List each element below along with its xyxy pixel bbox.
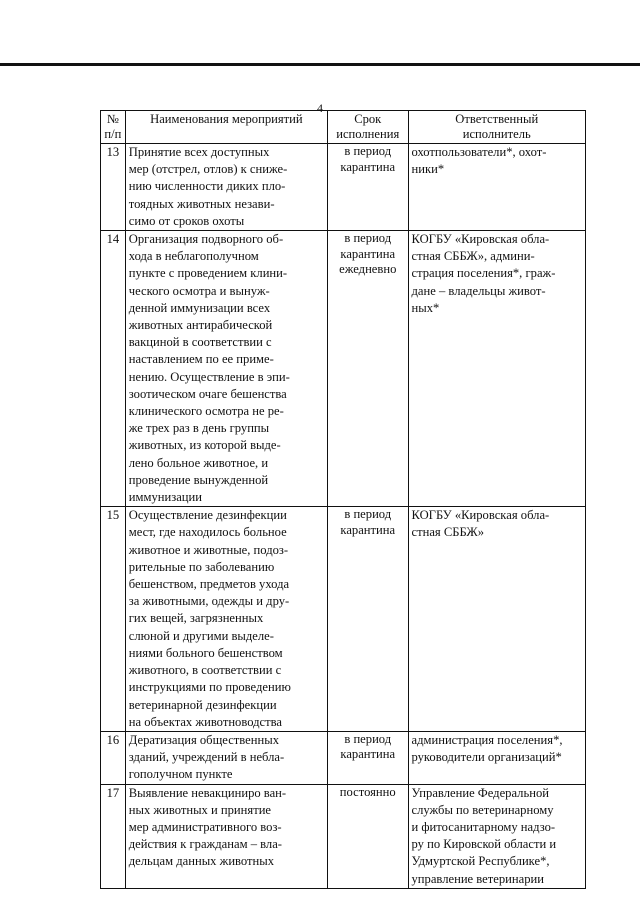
measure-term: в период карантина bbox=[328, 144, 408, 231]
measure-name: Принятие всех доступных мер (отстрел, отлов) к сниже- нию численности диких пло- тоядных животных незави- симо от сроков охоты bbox=[125, 144, 327, 231]
measure-term: в период карантина bbox=[328, 507, 408, 732]
row-number: 15 bbox=[101, 507, 126, 732]
header-term: Срок исполнения bbox=[328, 111, 408, 144]
page-number: 4 bbox=[317, 101, 323, 115]
table-header-row bbox=[101, 111, 586, 144]
measure-name: Осуществление дезинфекции мест, где находилось больное животное и животные, подоз- рительные по заболеванию бешенством, предметов ухода за животными, одежды и дру- гих вещей, загрязненных слюной и другими выделе- ниями больного бешенством животного, в соответствии с инструкциями по проведению ветеринарной дезинфекции на объектах животноводства bbox=[125, 507, 327, 732]
header-responsible: Ответственный исполнитель bbox=[408, 111, 586, 144]
measure-responsible: Управление Федеральной службы по ветеринарному и фитосанитарному надзо- ру по Кировской области и Удмуртской Республике*, управление ветеринарии bbox=[408, 784, 586, 888]
row-number: 16 bbox=[101, 731, 126, 784]
table-row bbox=[101, 731, 586, 784]
measure-name: Дератизация общественных зданий, учреждений в небла- гополучном пункте bbox=[125, 731, 327, 784]
measure-term: в период карантина bbox=[328, 731, 408, 784]
header-name: Наименования мероприятий bbox=[125, 111, 327, 144]
table-row bbox=[101, 507, 586, 732]
measure-responsible: охотпользователи*, охот- ники* bbox=[408, 144, 586, 231]
measure-responsible: КОГБУ «Кировская обла- стная СББЖ», админи- страция поселения*, граж- дане – владельцы живот- ных* bbox=[408, 231, 586, 507]
table-row bbox=[101, 784, 586, 888]
row-number: 13 bbox=[101, 144, 126, 231]
measure-name: Организация подворного об- хода в неблагополучном пункте с проведением клини- ческого осмотра и вынуж- денной иммунизации всех животных антирабической вакциной в соответствии с наставлением по ее приме- нению. Осуществление в эпи- зоотическом очаге бешенства клинического осмотра не ре- же трех раз в день группы животных, из которой выде- лено больное животное, и проведение вынужденной иммунизации bbox=[125, 231, 327, 507]
table-row bbox=[101, 231, 586, 507]
measure-name: Выявление невакциниро ван- ных животных и принятие мер административного воз- действия к гражданам – вла- дельцам данных животных bbox=[125, 784, 327, 888]
row-number: 14 bbox=[101, 231, 126, 507]
measure-responsible: администрация поселения*, руководители организаций* bbox=[408, 731, 586, 784]
top-rule bbox=[0, 63, 640, 66]
measure-term: постоянно bbox=[328, 784, 408, 888]
table-row bbox=[101, 144, 586, 231]
row-number: 17 bbox=[101, 784, 126, 888]
measures-table bbox=[100, 110, 586, 889]
header-num: № п/п bbox=[101, 111, 126, 144]
measure-responsible: КОГБУ «Кировская обла- стная СББЖ» bbox=[408, 507, 586, 732]
measure-term: в период карантина ежедневно bbox=[328, 231, 408, 507]
